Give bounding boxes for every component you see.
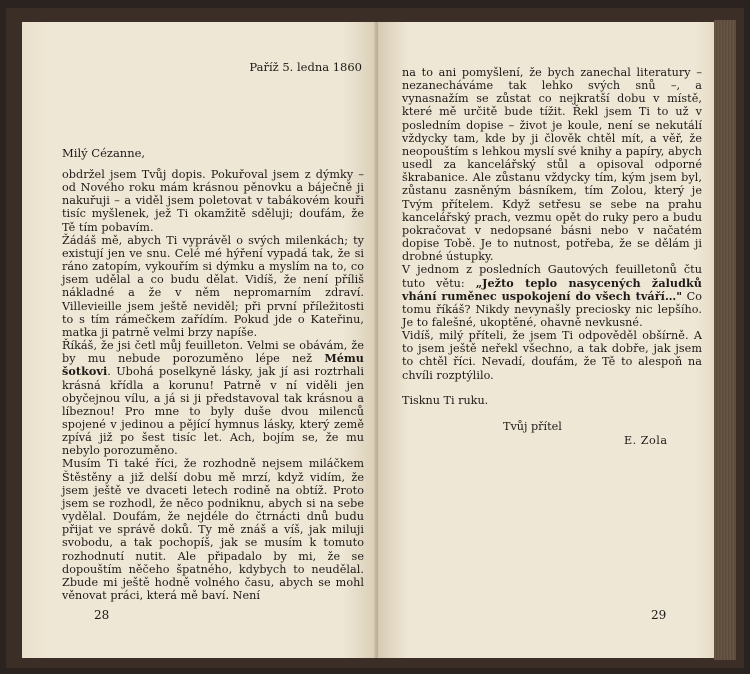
right-page-text	[402, 66, 702, 382]
text-run: V jednom z posledních Gautových feuilletonů čtu tuto větu:	[402, 263, 702, 290]
closing-line: Tisknu Ti ruku.	[402, 394, 489, 407]
right-page	[378, 22, 714, 658]
dateline: Paříž 5. ledna 1860	[249, 60, 362, 74]
bold-title: Mému šotkovi	[62, 351, 364, 379]
signoff: Tvůj přítel	[503, 420, 562, 433]
open-book	[6, 8, 744, 668]
left-page-text	[62, 168, 364, 602]
paragraph	[402, 263, 702, 329]
bold-quote: „Ježto teplo nasycených žaludků vhání ruměnec uspokojení do všech tváří…"	[402, 275, 702, 303]
text-run: Říkáš, že jsi četl můj feuilleton. Velmi se obávám, že by mu nebude porozuměno lépe než	[62, 339, 364, 366]
paragraph	[62, 339, 364, 457]
salutation: Milý Cézanne,	[62, 146, 146, 160]
paragraph: na to ani pomyšlení, že bych zanechal literatury – nezanecháváme tak lehko svých snů –, a vynasnažím se zůstat co nejkratší dobu v místě, které mě určitě bude tížit. Řekl jsem Ti to už v posledním dopise – život je koule, není se nekutálí vždycky tam, kde by ji člověk chtěl mít, a věř, že neopouštím s lehkou myslí své knihy a papíry, abych usedl za kancelářský stůl a opisoval odporné škrabanice. Ale zůstanu vždycky tím, kým jsem byl, zůstanu zasněným básníkem, tím Zolou, který je Tvým přítelem. Když setřesu se sebe na prahu kancelářský prach, vezmu opět do ruky pero a budu pokračovat v nedopsané básni nebo v načatém dopise Tobě. Je to nutnost, potřeba, že se dělám ji drobné ústupky.	[402, 66, 702, 264]
paragraph: Vidíš, milý příteli, že jsem Ti odpověděl obšírně. A to jsem ještě neřekl všechno, a tak dobře, jak jsem to chtěl říci. Nevadí, doufám, že Tě to alespoň na chvíli rozptýlilo.	[402, 329, 702, 382]
text-run: Co tomu říkáš? Nikdy nevynašly preciosky nic lepšího. Je to falešné, ukoptěné, ohavně nevkusné.	[402, 289, 702, 329]
text-run: . Ubohá poselkyně lásky, jak jí asi roztrhali krásná křídla a korunu! Patrně v ní viděli jen obyčejnou vílu, a já si ji představoval tak krásnou a líbeznou! Pro mne to byly duše dvou milenců spojené v jedinou a pějící hymnus lásky, který země zpívá již po šest tisíc let. Ach, bojím se, že mu nebylo porozuměno.	[62, 365, 364, 458]
paragraph: Musím Ti také říci, že rozhodně nejsem miláčkem Štěstěny a již delší dobu mě mrzí, když vidím, že jsem ještě ve dvaceti letech rodině na obtíž. Proto jsem se rozhodl, že něco podniknu, abych si na sebe vydělal. Doufám, že nejdéle do čtrnácti dnů budu přijat ve správě doků. Ty mě znáš a víš, jak miluji svobodu, a tak pochopíš, jak se musím k tomuto rozhodnutí nutit. Ale připadalo by mi, že se dopouštím něčeho špatného, kdybych to neudělal. Zbude mi ještě hodně volného času, abych se mohl věnovat práci, která mě baví. Není	[62, 457, 364, 602]
page-edges	[714, 20, 736, 660]
signature: E. Zola	[624, 434, 668, 447]
left-page	[22, 22, 378, 658]
page-number: 28	[94, 608, 110, 622]
paragraph: Žádáš mě, abych Ti vyprávěl o svých milenkách; ty existují jen ve snu. Celé mé hýření vypadá tak, že si ráno zatopím, vykouřím si dýmku a myslím na to, co jsem udělal a co budu dělat. Vidíš, že není příliš nákladné a že v něm nepromarním zdraví. Villevieille jsem ještě neviděl; při první příležitosti to s tím rámečkem zařídím. Pokud jde o Kateřinu, matka ji patrně velmi brzy napíše.	[62, 233, 364, 339]
paragraph: obdržel jsem Tvůj dopis. Pokuřoval jsem z dýmky – od Nového roku mám krásnou pěnovku a báječně ji nakuřuji – a viděl jsem poletovat v tabákovém kouři tisíc myšlenek, jež Ti okamžitě sděluji; doufám, že Tě tím pobavím.	[62, 168, 364, 234]
page-number: 29	[651, 608, 667, 622]
